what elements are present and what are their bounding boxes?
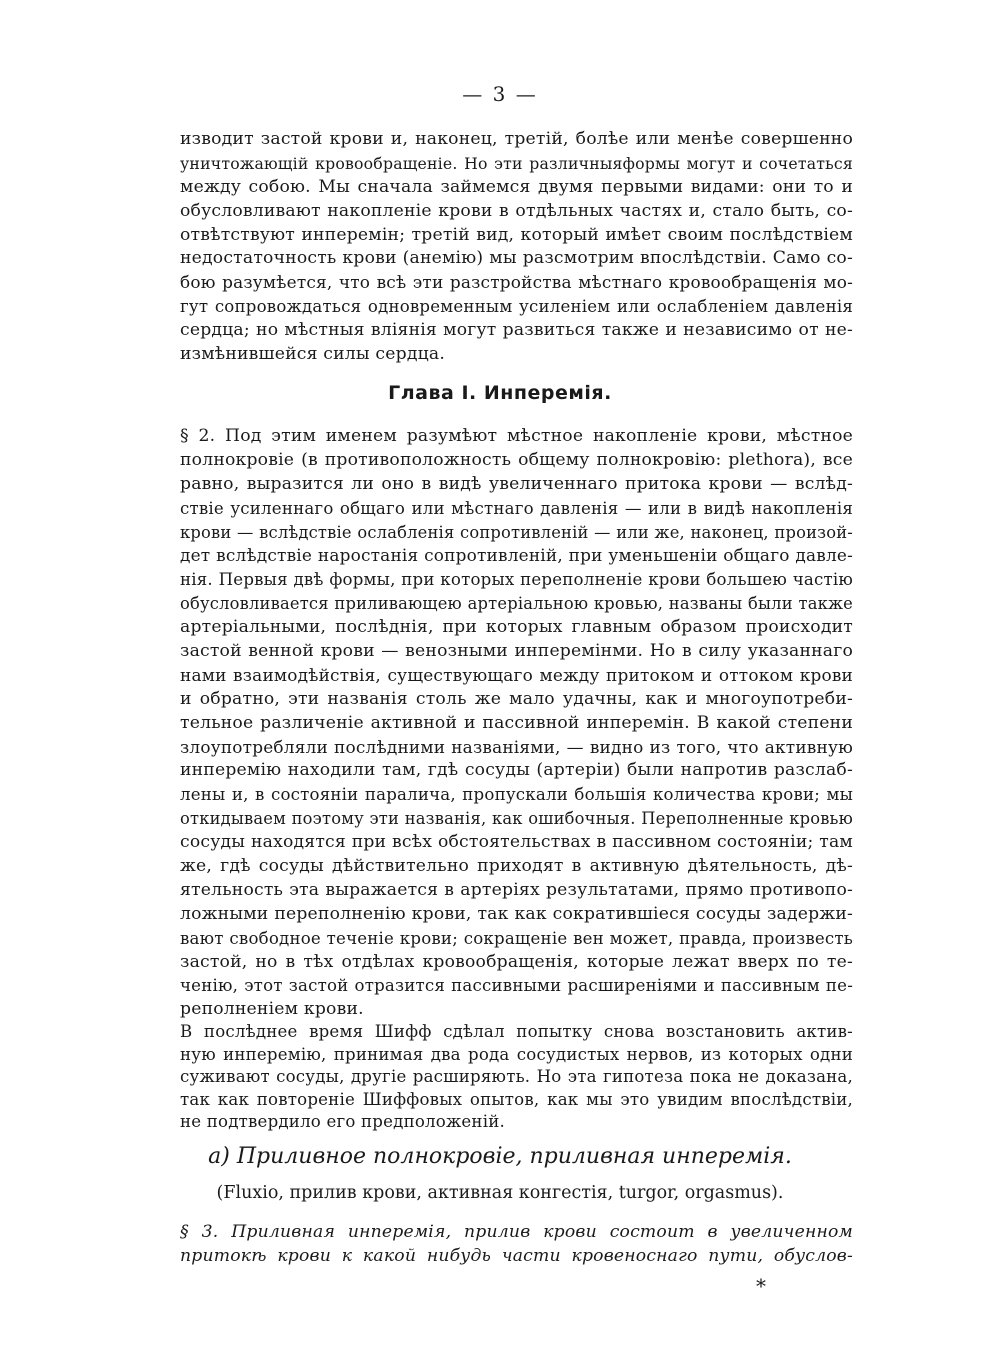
text-line: суживают сосуды, другіе расширяють. Но эта гипотеза пока не доказана, [180, 1067, 853, 1086]
text-line: и обратно, эти названія столь же мало удачны, как и многоупотреби- [180, 688, 853, 709]
text-line: дет вслѣдствіе наростанія сопротивленій, при уменьшеніи общаго давле- [180, 545, 853, 566]
subsection-heading: а) Приливное полнокровіе, приливная инперемія. [208, 1144, 792, 1169]
text-line: ную инперемію, принимая два рода сосудистых нервов, из которых одни [180, 1044, 853, 1064]
text-line: откидываем поэтому эти названія, как ошибочныя. Переполненные кровью [180, 809, 853, 829]
text-line: инперемію находили там, гдѣ сосуды (артеріи) были напротив разслаб- [180, 760, 853, 781]
text-line: обусловливают накопленіе крови в отдѣльных частях и, стало быть, со- [180, 200, 853, 221]
text-line: злоупотребляли послѣдними названіями, — видно из того, что активную [180, 736, 853, 757]
text-line: ченію, этот застой отразится пассивными расширеніями и пассивным пе- [180, 976, 853, 996]
text-line: В послѣднее время Шифф сдѣлал попытку снова возстановить актив- [180, 1022, 853, 1041]
text-line: нами взаимодѣйствія, существующаго между притоком и оттоком крови [180, 664, 853, 685]
text-line: бою разумѣется, что всѣ эти разстройства мѣстнаго кровообращенія мо- [180, 272, 853, 293]
text-line: крови — вслѣдствіе ослабленія сопротивленій — или же, наконец, произой- [180, 522, 853, 542]
text-line: нія. Первыя двѣ формы, при которых переполненіе крови большею частію [180, 570, 853, 590]
text-line: измѣнившейся силы сердца. [180, 344, 445, 365]
text-line: вают свободное теченіе крови; сокращеніе вен может, правда, произвесть [180, 928, 853, 948]
section-2-paragraph [180, 425, 853, 1022]
text-line: полнокровіе (в противоположность общему полнокровію: plethora), все [180, 449, 853, 470]
text-line: сосуды находятся при всѣх обстоятельствах в пассивном состояніи; там [180, 832, 853, 853]
schiff-paragraph [180, 1021, 853, 1134]
text-line: уничтожающій кровообращеніе. Но эти различныяформы могут и сочетаться [180, 153, 853, 173]
text-line: реполненіем крови. [180, 999, 364, 1020]
subsection-synonyms: (Fluxio, прилив крови, активная конгестія, turgor, orgasmus). [216, 1183, 784, 1203]
text-line: гут сопровождаться одновременным усиленіем или ослабленіем давленія [180, 297, 853, 317]
text-line: так как повтореніе Шиффовых опытов, как мы это увидим впослѣдствіи, [180, 1089, 853, 1109]
text-line: равно, выразится ли оно в видѣ увеличеннаго притока крови — вслѣд- [180, 473, 853, 494]
text-line: притокѣ крови к какой нибудь части кровеноснаго пути, обуслов- [180, 1246, 853, 1266]
text-line: застой, но в тѣх отдѣлах кровообращенія, которые лежат вверх по те- [180, 951, 853, 972]
intro-paragraph [180, 128, 853, 367]
text-line: § 3. Приливная инперемія, прилив крови состоит в увеличенном [180, 1222, 853, 1242]
section-3-paragraph [180, 1220, 853, 1268]
signature-mark: * [756, 1274, 766, 1298]
text-line: не подтвердило его предположеній. [180, 1112, 505, 1131]
text-line: недостаточность крови (анемію) мы разсмотрим впослѣдствіи. Само со- [180, 248, 853, 269]
text-line: застой венной крови — венозными инперемінми. Но в силу указаннаго [180, 641, 853, 662]
text-line: изводит застой крови и, наконец, третій, болѣе или менѣе совершенно [180, 129, 853, 149]
text-line: ствіе усиленнаго общаго или мѣстнаго давленія — или в видѣ накопленія [180, 498, 853, 518]
text-line: же, гдѣ сосуды дѣйствительно приходят в активную дѣятельность, дѣ- [180, 856, 853, 877]
text-line: сердца; но мѣстныя вліянія могут развиться также и независимо от не- [180, 320, 853, 341]
text-line: лены и, в состояніи паралича, пропускали большія количества крови; мы [180, 785, 853, 805]
text-line: ятельность эта выражается в артеріях результатами, прямо противопо- [180, 879, 853, 900]
page-number: — 3 — [462, 82, 538, 106]
text-line: артеріальными, послѣднія, при которых главным образом происходит [180, 617, 853, 638]
chapter-heading: Глава I. Инперемія. [388, 382, 612, 404]
text-line: § 2. Под этим именем разумѣют мѣстное накопленіе крови, мѣстное [180, 426, 853, 446]
text-line: отвѣтствуют инперемін; третій вид, который имѣет своим послѣдствіем [180, 224, 853, 245]
text-line: тельное различеніе активной и пассивной инперемін. В какой степени [180, 712, 853, 733]
text-line: между собою. Мы сначала займемся двумя первыми видами: они то и [180, 176, 853, 197]
text-line: обусловливается приливающею артеріальною кровью, названы были также [180, 594, 853, 614]
text-line: ложными переполненію крови, так как сократившіеся сосуды задержи- [180, 903, 853, 924]
